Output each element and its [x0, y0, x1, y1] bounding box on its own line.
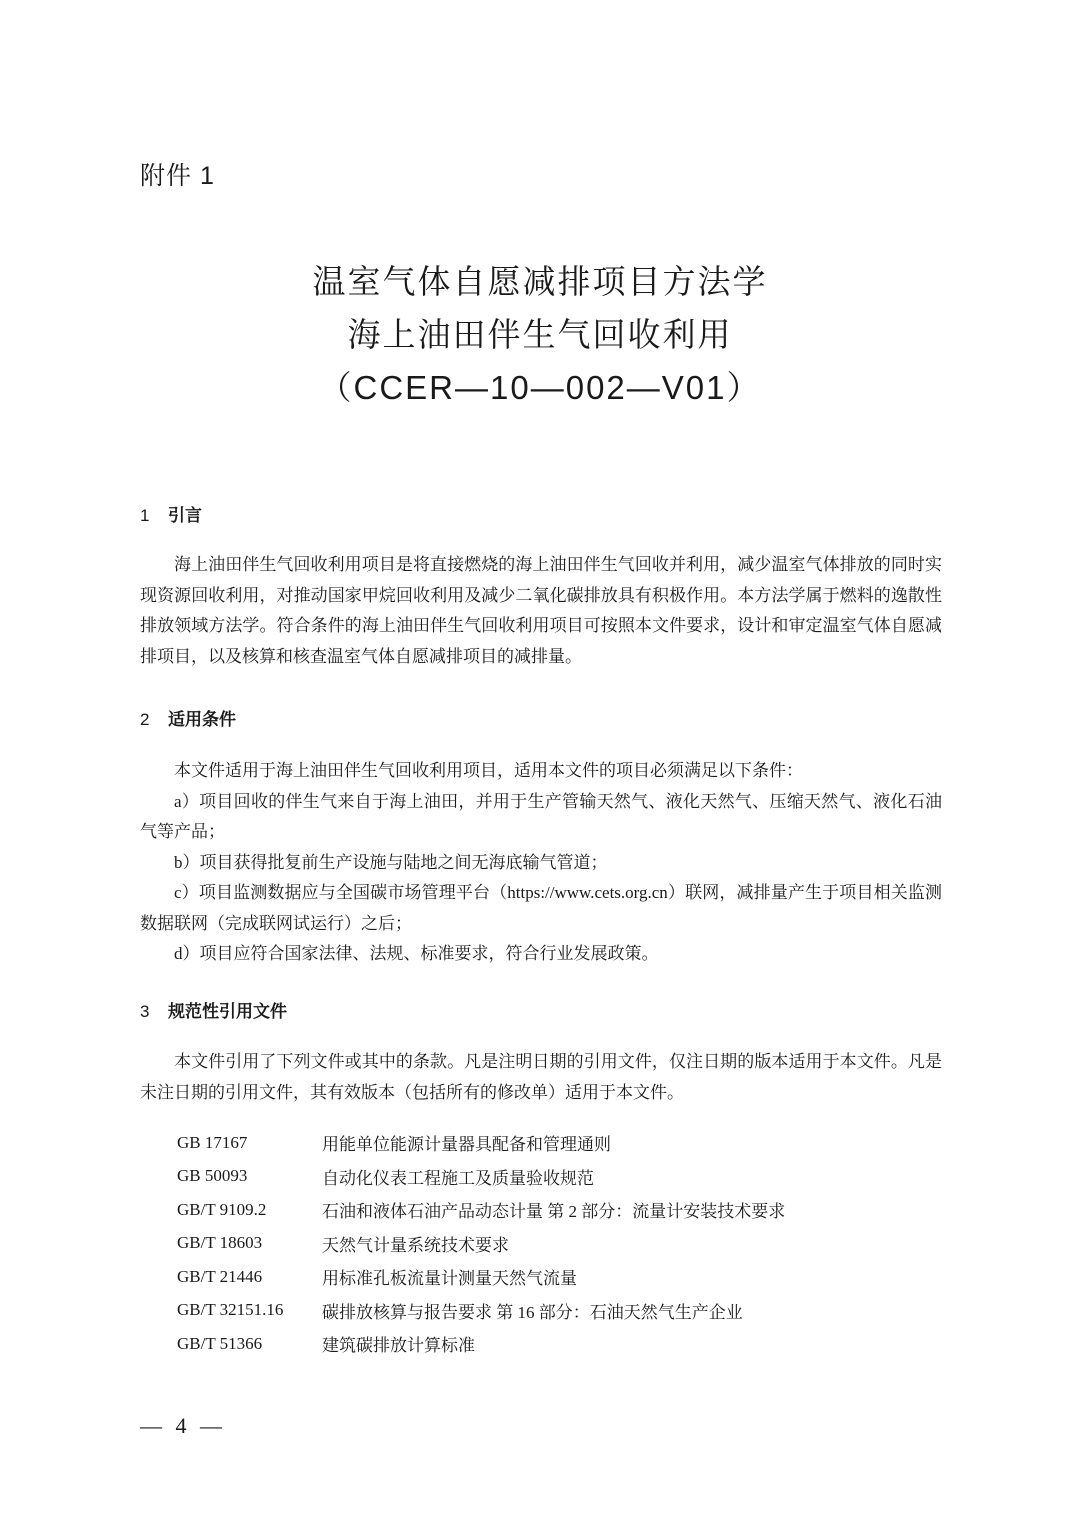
reference-code: GB 50093	[177, 1166, 248, 1186]
section-title: 规范性引用文件	[168, 1002, 287, 1021]
reference-code: GB/T 18603	[177, 1233, 263, 1253]
list-item: a）项目回收的伴生气来自于海上油田，并用于生产管输天然气、液化天然气、压缩天然气、液化石油气等产品；	[140, 791, 942, 841]
reference-code: GB 17167	[177, 1132, 248, 1152]
section-number: 1	[140, 506, 150, 525]
document-title	[0, 255, 1080, 414]
section-title: 引言	[168, 506, 202, 525]
reference-row	[177, 1126, 785, 1160]
reference-row	[177, 1227, 785, 1261]
title-line-2: 海上油田伴生气回收利用	[347, 316, 733, 353]
section-number: 3	[140, 1002, 150, 1021]
reference-code: GB/T 32151.16	[177, 1300, 284, 1320]
paragraph: 本文件适用于海上油田伴生气回收利用项目，适用本文件的项目必须满足以下条件：	[174, 761, 803, 780]
paragraph: 海上油田伴生气回收利用项目是将直接燃烧的海上油田伴生气回收并利用，减少温室气体排放的同时实现资源回收利用，对推动国家甲烷回收利用及减少二氧化碳排放具有积极作用。本方法学属于燃料的逸散性排放领域方法学。符合条件的海上油田伴生气回收利用项目可按照本文件要求，设计和审定温室气体自愿减排项目，以及核算和核查温室气体自愿减排项目的减排量。	[140, 555, 942, 666]
title-line-1: 温室气体自愿减排项目方法学	[312, 263, 768, 300]
reference-row	[177, 1160, 785, 1194]
page-number: — 4 —	[140, 1413, 226, 1438]
attachment-label: 附件 1	[140, 162, 215, 190]
reference-row	[177, 1327, 785, 1361]
list-item: d）项目应符合国家法律、法规、标准要求，符合行业发展政策。	[174, 944, 659, 963]
reference-code: GB/T 51366	[177, 1333, 263, 1353]
section-3-heading	[140, 997, 287, 1022]
reference-title: 建筑碳排放计算标准	[322, 1336, 475, 1356]
reference-list	[177, 1126, 785, 1361]
reference-row	[177, 1260, 785, 1294]
reference-title: 天然气计量系统技术要求	[322, 1235, 509, 1255]
section-title: 适用条件	[168, 710, 236, 729]
section-1-heading	[140, 501, 202, 526]
section-2-body	[140, 756, 942, 970]
reference-code: GB/T 9109.2	[177, 1199, 267, 1219]
paragraph: 本文件引用了下列文件或其中的条款。凡是注明日期的引用文件，仅注日期的版本适用于本文件。凡是未注日期的引用文件，其有效版本（包括所有的修改单）适用于本文件。	[140, 1052, 942, 1102]
reference-title: 用能单位能源计量器具配备和管理通则	[322, 1135, 611, 1155]
section-2-heading	[140, 705, 236, 730]
reference-row	[177, 1193, 785, 1227]
reference-title: 石油和液体石油产品动态计量 第 2 部分：流量计安装技术要求	[322, 1202, 786, 1222]
list-item: c）项目监测数据应与全国碳市场管理平台（https://www.cets.org.cn）联网，减排量产生于项目相关监测数据联网（完成联网试运行）之后；	[140, 883, 942, 933]
list-item: b）项目获得批复前生产设施与陆地之间无海底输气管道；	[174, 852, 608, 872]
reference-title: 用标准孔板流量计测量天然气流量	[322, 1269, 577, 1289]
section-3-body	[140, 1047, 942, 1108]
section-number: 2	[140, 710, 150, 729]
reference-title: 碳排放核算与报告要求 第 16 部分：石油天然气生产企业	[322, 1302, 743, 1322]
reference-title: 自动化仪表工程施工及质量验收规范	[322, 1168, 594, 1188]
title-line-3: （CCER—10—002—V01）	[318, 369, 762, 406]
reference-row	[177, 1294, 785, 1328]
section-1-body	[140, 550, 942, 672]
reference-code: GB/T 21446	[177, 1266, 263, 1286]
